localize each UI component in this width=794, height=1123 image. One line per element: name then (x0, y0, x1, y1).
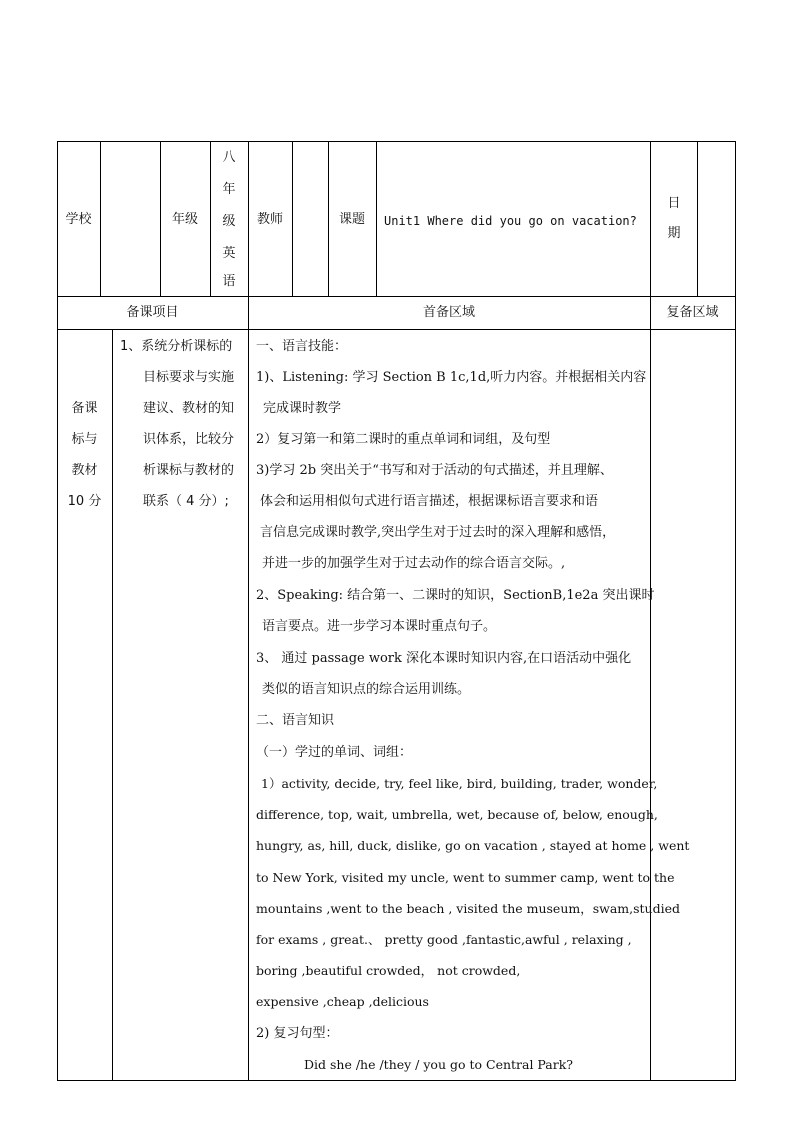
requirement-line: 1、系统分析课标的 (120, 339, 233, 354)
second-area-header: 复备区域 (666, 305, 719, 320)
header-col-divider (292, 141, 293, 296)
column-divider-category (112, 329, 113, 1081)
table-border-bottom (57, 1080, 736, 1081)
table-border-top (57, 141, 736, 142)
grade-char: 语 (222, 274, 236, 289)
header-col-divider (100, 141, 101, 296)
content-line: 2、Speaking: 结合第一、二课时的知识，SectionB,1e2a 突出课时 (256, 588, 655, 603)
header-col-divider (210, 141, 211, 296)
content-line: boring ,beautiful crowded， not crowded, (256, 963, 521, 978)
grade-char: 年 (222, 182, 236, 197)
content-line: 完成课时教学 (263, 401, 342, 416)
content-line: 3、 通过 passage work 深化本课时知识内容,在口语活动中强化 (256, 651, 632, 666)
content-line: 2）复习第一和第二课时的重点单词和词组，及句型 (256, 432, 551, 447)
content-line: 1)、Listening: 学习 Section B 1c,1d,听力内容。并根据相关内容 (256, 370, 647, 385)
table-border-right (735, 141, 736, 1081)
category-line: 标与 (71, 432, 98, 447)
grade-label: 年级 (171, 212, 198, 227)
content-line: 一、语言技能： (256, 339, 348, 354)
header-col-divider (697, 141, 698, 296)
category-line: 备课 (71, 401, 98, 416)
column-divider-first-area (248, 141, 249, 1081)
content-line: to New York, visited my uncle, went to summer camp, went to the (256, 870, 675, 885)
content-line: （一）学过的单词、词组： (256, 745, 413, 760)
content-line: 并进一步的加强学生对于过去动作的综合语言交际。, (262, 556, 566, 571)
content-line: 1）activity, decide, try, feel like, bird, building, trader, wonder, (261, 776, 658, 791)
prep-item-header: 备课项目 (126, 305, 179, 320)
header-col-divider (376, 141, 377, 296)
topic-label: 课题 (338, 212, 365, 227)
content-line: 类似的语言知识点的综合运用训练。 (262, 682, 471, 697)
content-line: 言信息完成课时教学,突出学生对于过去时的深入理解和感悟， (260, 525, 616, 540)
section-header-divider (57, 329, 736, 330)
header-row-divider (57, 296, 736, 297)
table-border-left (57, 141, 58, 1081)
content-line: mountains ,went to the beach , visited the museum，swam,studied (256, 901, 681, 916)
school-label: 学校 (65, 212, 92, 227)
grade-char: 英 (222, 246, 236, 261)
requirement-line: 建议、教材的知 (143, 401, 235, 416)
content-line: 3)学习 2b 突出关于“书写和对于活动的句式描述，并且理解、 (256, 463, 613, 478)
content-line: 体会和运用相似句式进行语言描述，根据课标语言要求和语 (260, 494, 599, 509)
content-line: 2) 复习句型： (256, 1026, 339, 1041)
requirement-line: 联系（ 4 分）; (143, 494, 229, 509)
content-line: difference, top, wait, umbrella, wet, because of, below, enough, (256, 807, 658, 822)
category-line: 教材 (71, 463, 98, 478)
date-char: 期 (667, 226, 681, 241)
requirement-line: 目标要求与实施 (143, 370, 235, 385)
first-area-header: 首备区域 (422, 305, 475, 320)
grade-char: 八 (222, 150, 236, 165)
grade-char: 级 (222, 214, 236, 229)
category-line: 10 分 (67, 494, 102, 509)
date-char: 日 (667, 196, 681, 211)
content-line: 二、语言知识 (256, 713, 335, 728)
content-line: hungry, as, hill, duck, dislike, go on vacation , stayed at home , went (256, 838, 690, 853)
content-line: for exams , great.、 pretty good ,fantastic,awful , relaxing , (256, 932, 632, 947)
requirement-line: 识体系，比较分 (143, 432, 235, 447)
content-line: Did she /he /they / you go to Central Park? (304, 1057, 573, 1072)
content-line: expensive ,cheap ,delicious (256, 994, 429, 1009)
content-line: 语言要点。进一步学习本课时重点句子。 (262, 619, 497, 634)
teacher-label: 教师 (256, 212, 283, 227)
requirement-line: 析课标与教材的 (143, 463, 235, 478)
column-divider-second-area (650, 141, 651, 1081)
topic-value: Unit1 Where did you go on vacation? (384, 214, 637, 228)
